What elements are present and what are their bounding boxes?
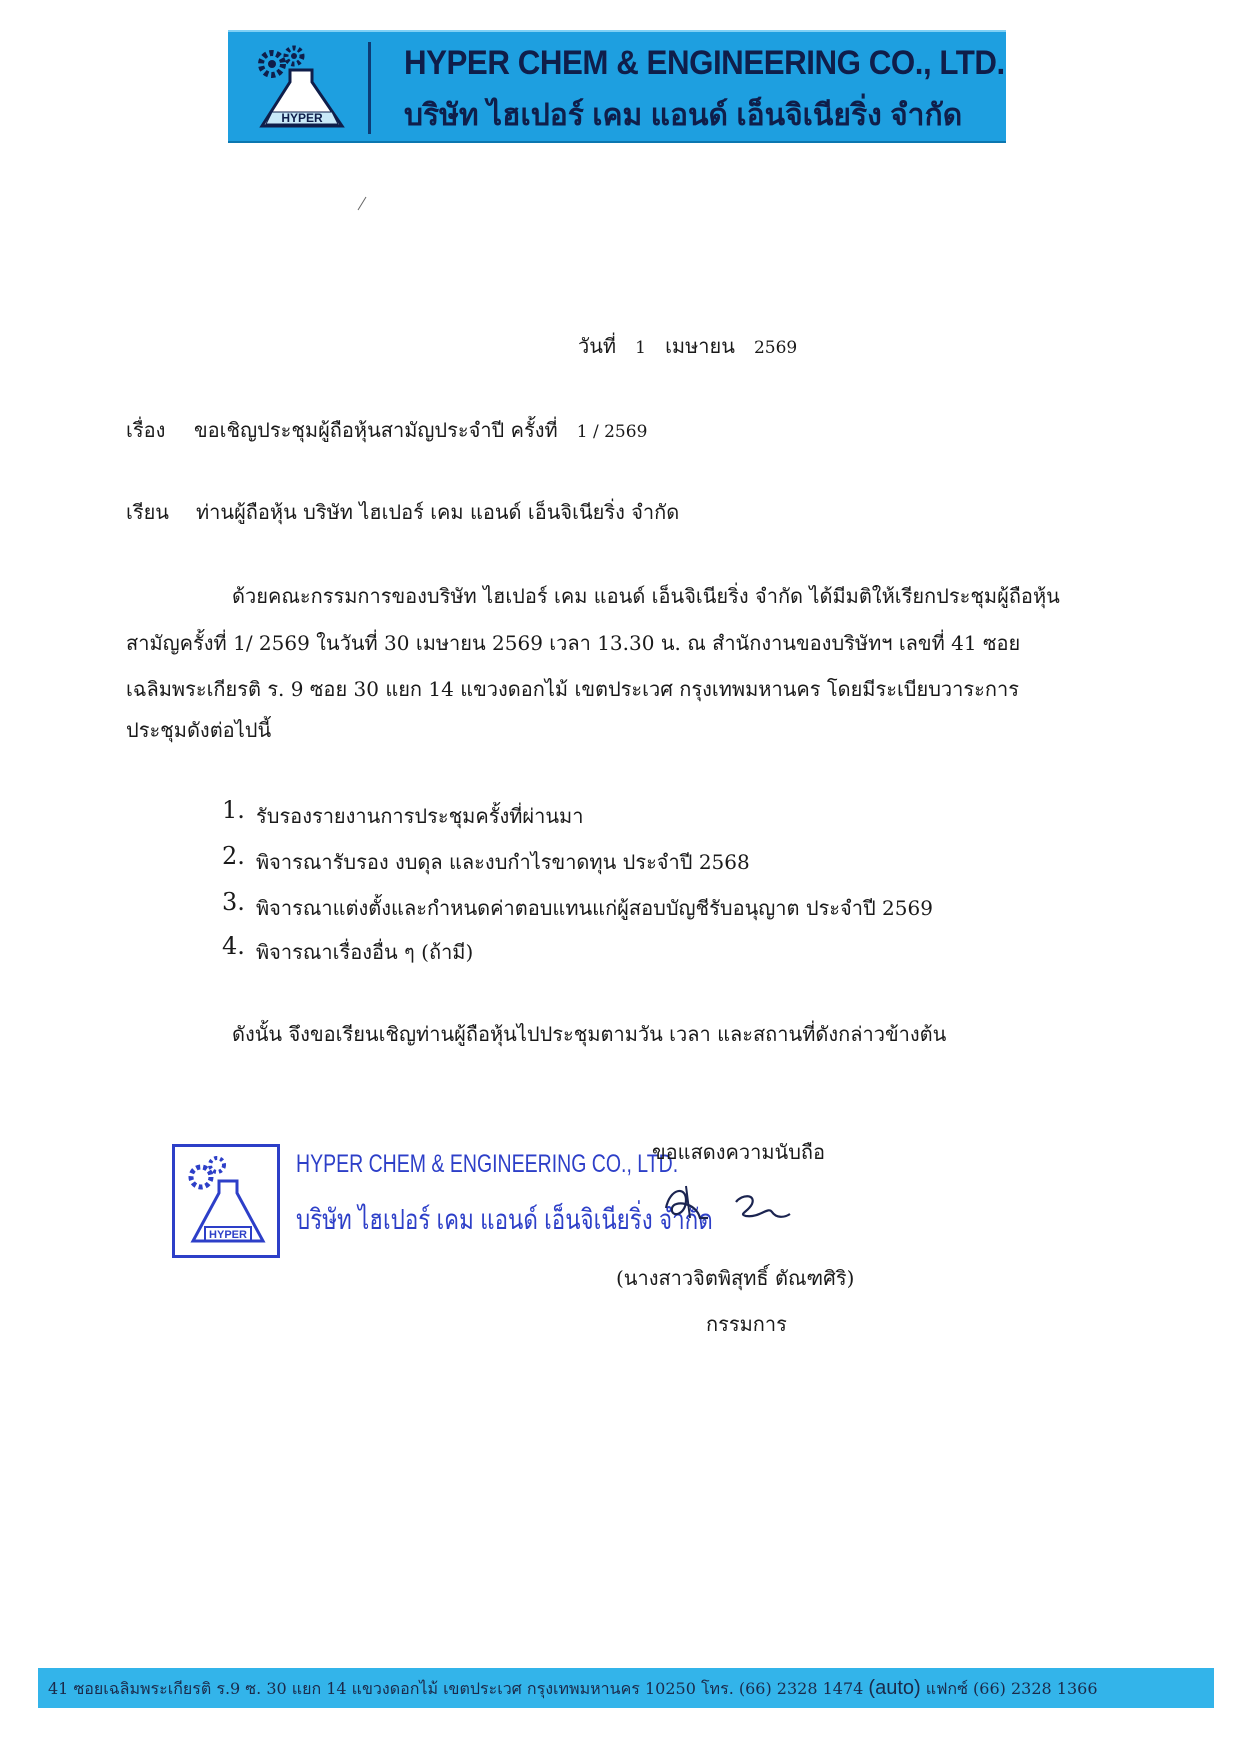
footer-fax: แฟกซ์ (66) 2328 1366 <box>925 1679 1098 1698</box>
subject-number: 1 / 2569 <box>576 422 648 442</box>
company-name-th: บริษัท ไฮเปอร์ เคม แอนด์ เอ็นจิเนียริ่ง จำกัด <box>404 99 963 132</box>
agenda-number: 1. <box>222 796 245 824</box>
footer-address-line <box>48 1677 1098 1702</box>
handwritten-signature <box>656 1178 816 1238</box>
agenda-number: 2. <box>222 842 245 870</box>
agenda-item: พิจารณารับรอง งบดุล และงบกำไรขาดทุน ประจำปี 2568 <box>256 850 750 874</box>
letterhead-banner <box>228 30 1006 143</box>
body-line-1: ด้วยคณะกรรมการของบริษัท ไฮเปอร์ เคม แอนด์ เอ็นจิเนียริ่ง จำกัด ได้มีมติให้เรียกประชุมผู้ถือหุ้น <box>232 584 1060 608</box>
footer-bar <box>38 1668 1214 1708</box>
subject-label: เรื่อง <box>126 418 166 442</box>
closing-text: ดังนั้น จึงขอเรียนเชิญท่านผู้ถือหุ้นไปประชุมตามวัน เวลา และสถานที่ดังกล่าวข้างต้น <box>232 1022 947 1046</box>
body-line-2: สามัญครั้งที่ 1/ 2569 ในวันที่ 30 เมษายน 2569 เวลา 13.30 น. ณ สำนักงานของบริษัทฯ เลขที่ 41 ซอย <box>126 631 1021 655</box>
footer-address: 41 ซอยเฉลิมพระเกียรติ ร.9 ซ. 30 แยก 14 แขวงดอกไม้ เขตประเวศ กรุงเทพมหานคร 10250 โทร. (66) 2328 1474 <box>48 1679 864 1698</box>
footer-auto: (auto) <box>868 1677 921 1699</box>
agenda-item: พิจารณาเรื่องอื่น ๆ (ถ้ามี) <box>256 940 474 964</box>
date-day: 1 <box>635 338 646 358</box>
agenda-number: 3. <box>222 888 245 916</box>
logo-label: HYPER <box>281 111 323 125</box>
stamp-logo-icon <box>175 1147 277 1255</box>
recipient-label: เรียน <box>126 500 169 524</box>
subject-text: ขอเชิญประชุมผู้ถือหุ้นสามัญประจำปี ครั้งที่ <box>194 418 558 442</box>
date-line <box>578 330 797 362</box>
body-line-3: เฉลิมพระเกียรติ ร. 9 ซอย 30 แยก 14 แขวงดอกไม้ เขตประเวศ กรุงเทพมหานคร โดยมีระเบียบวาระการ <box>126 677 1019 701</box>
stray-pen-mark <box>356 196 368 212</box>
company-stamp <box>172 1144 280 1258</box>
subject-line <box>194 414 647 446</box>
date-label: วันที่ <box>578 334 617 358</box>
agenda-item: รับรองรายงานการประชุมครั้งที่ผ่านมา <box>256 804 584 828</box>
signatory-name: (นางสาวจิตพิสุทธิ์ ตัณฑศิริ) <box>616 1266 855 1290</box>
date-month: เมษายน <box>665 334 735 358</box>
agenda-item: พิจารณาแต่งตั้งและกำหนดค่าตอบแทนแก่ผู้สอบบัญชีรับอนุญาต ประจำปี 2569 <box>256 896 933 920</box>
body-line-4: ประชุมดังต่อไปนี้ <box>126 718 272 742</box>
signatory-title: กรรมการ <box>706 1312 787 1336</box>
regards-text: ขอแสดงความนับถือ <box>652 1140 826 1164</box>
stamp-company-th: บริษัท ไฮเปอร์ เคม แอนด์ เอ็นจิเนียริ่ง จำกัด <box>296 1204 713 1235</box>
flask-gear-logo-icon <box>250 40 354 140</box>
date-year: 2569 <box>753 338 798 358</box>
stamp-logo-label: HYPER <box>209 1229 247 1241</box>
agenda-number: 4. <box>222 932 245 960</box>
company-name-en: HYPER CHEM & ENGINEERING CO., LTD. <box>404 44 1005 82</box>
banner-divider <box>368 42 371 134</box>
recipient-text: ท่านผู้ถือหุ้น บริษัท ไฮเปอร์ เคม แอนด์ เอ็นจิเนียริ่ง จำกัด <box>196 500 680 524</box>
stamp-company-en: HYPER CHEM & ENGINEERING CO., LTD. <box>296 1150 679 1178</box>
